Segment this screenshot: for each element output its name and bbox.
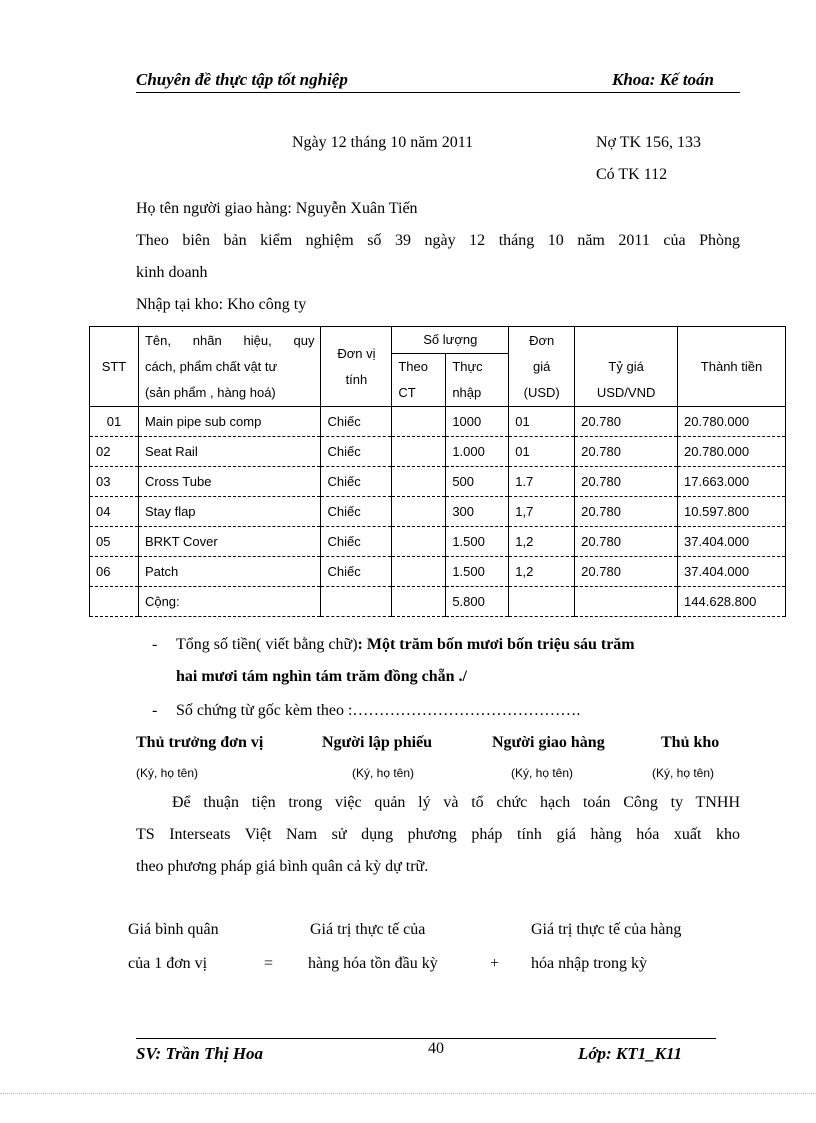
col-quantity: Số lượng [392, 327, 509, 354]
table-row: 03 Cross Tube Chiếc 500 1.7 20.780 17.663.000 [90, 467, 786, 497]
table-row: 05 BRKT Cover Chiếc 1.500 1,2 20.780 37.404.000 [90, 527, 786, 557]
debit-account: Nợ TK 156, 133 [596, 134, 702, 151]
receipt-table [89, 326, 786, 617]
attached-docs: Số chứng từ gốc kèm theo :……………………………………. [176, 702, 581, 719]
col-name: Tên, nhãn hiệu, quy cách, phẩm chất vật tư (sản phẩm , hàng hoá) [138, 327, 321, 407]
page-edge [0, 1093, 816, 1094]
date-line: Ngày 12 tháng 10 năm 2011 [292, 134, 474, 151]
table-total-row: Cộng: 5.800 144.628.800 [90, 587, 786, 617]
table-row: 02 Seat Rail Chiếc 1.000 01 20.780 20.780.000 [90, 437, 786, 467]
footer-rule [136, 1038, 716, 1039]
para-line-1: Để thuận tiện trong việc quản lý và tổ chức hạch toán Công ty TNHH [172, 794, 740, 811]
warehouse-line: Nhập tại kho: Kho công ty [136, 296, 307, 313]
signer-preparer: Người lập phiếu [322, 734, 433, 751]
col-stt: STT [90, 327, 139, 407]
header-left: Chuyên đề thực tập tốt nghiệp [136, 70, 348, 89]
footer-class: Lớp: KT1_K11 [578, 1044, 683, 1063]
sign-note-2: (Ký, họ tên) [352, 766, 415, 780]
deliverer-line: Họ tên người giao hàng: Nguyễn Xuân Tiến [136, 200, 418, 217]
amount-in-words-cont: hai mươi tám nghìn tám trăm đồng chẵn ./ [176, 668, 467, 685]
formula-term1-2: hàng hóa tồn đầu kỳ [308, 955, 438, 972]
header-right: Khoa: Kế toán [612, 70, 715, 89]
inspection-line-1: Theo biên bản kiểm nghiệm số 39 ngày 12 tháng 10 năm 2011 của Phòng [136, 232, 740, 249]
col-rate: Tỷ giá USD/VND [575, 327, 678, 407]
page-number: 40 [428, 1040, 444, 1057]
formula-term2-2: hóa nhập trong kỳ [531, 955, 647, 972]
table-row: 04 Stay flap Chiếc 300 1,7 20.780 10.597.800 [90, 497, 786, 527]
sign-note-4: (Ký, họ tên) [652, 766, 715, 780]
bullet-dash: - [152, 636, 158, 653]
table-row: 01 Main pipe sub comp Chiếc 1000 01 20.780 20.780.000 [90, 407, 786, 437]
formula-lhs-2: của 1 đơn vị [128, 955, 208, 972]
inspection-line-2: kinh doanh [136, 264, 208, 281]
col-qty-actual: Thực nhập [446, 354, 509, 407]
formula-plus: + [490, 955, 500, 972]
signer-deliverer: Người giao hàng [492, 734, 605, 751]
signer-director: Thủ trưởng đơn vị [136, 734, 264, 751]
header-rule [136, 92, 740, 93]
formula-equals: = [264, 955, 274, 972]
sign-note-1: (Ký, họ tên) [136, 766, 199, 780]
signer-storekeeper: Thủ kho [661, 734, 720, 751]
col-qty-ct: Theo CT [392, 354, 446, 407]
col-amount: Thành tiền [678, 327, 786, 407]
formula-lhs-1: Giá bình quân [128, 921, 219, 938]
table-row: 06 Patch Chiếc 1.500 1,2 20.780 37.404.000 [90, 557, 786, 587]
amount-in-words: Tổng số tiền( viết bằng chữ): Một trăm bốn mươi bốn triệu sáu trăm [176, 636, 635, 653]
sign-note-3: (Ký, họ tên) [511, 766, 574, 780]
col-unit: Đơn vị tính [321, 327, 392, 407]
credit-account: Có TK 112 [596, 166, 668, 183]
footer-student: SV: Trần Thị Hoa [136, 1044, 264, 1063]
para-line-3: theo phương pháp giá bình quân cả kỳ dự trữ. [136, 858, 429, 875]
para-line-2: TS Interseats Việt Nam sử dụng phương pháp tính giá hàng hóa xuất kho [136, 826, 740, 843]
formula-term2-1: Giá trị thực tế của hàng [531, 921, 682, 938]
col-price: Đơn giá (USD) [509, 327, 575, 407]
formula-term1-1: Giá trị thực tế của [310, 921, 426, 938]
bullet-dash-2: - [152, 702, 158, 719]
